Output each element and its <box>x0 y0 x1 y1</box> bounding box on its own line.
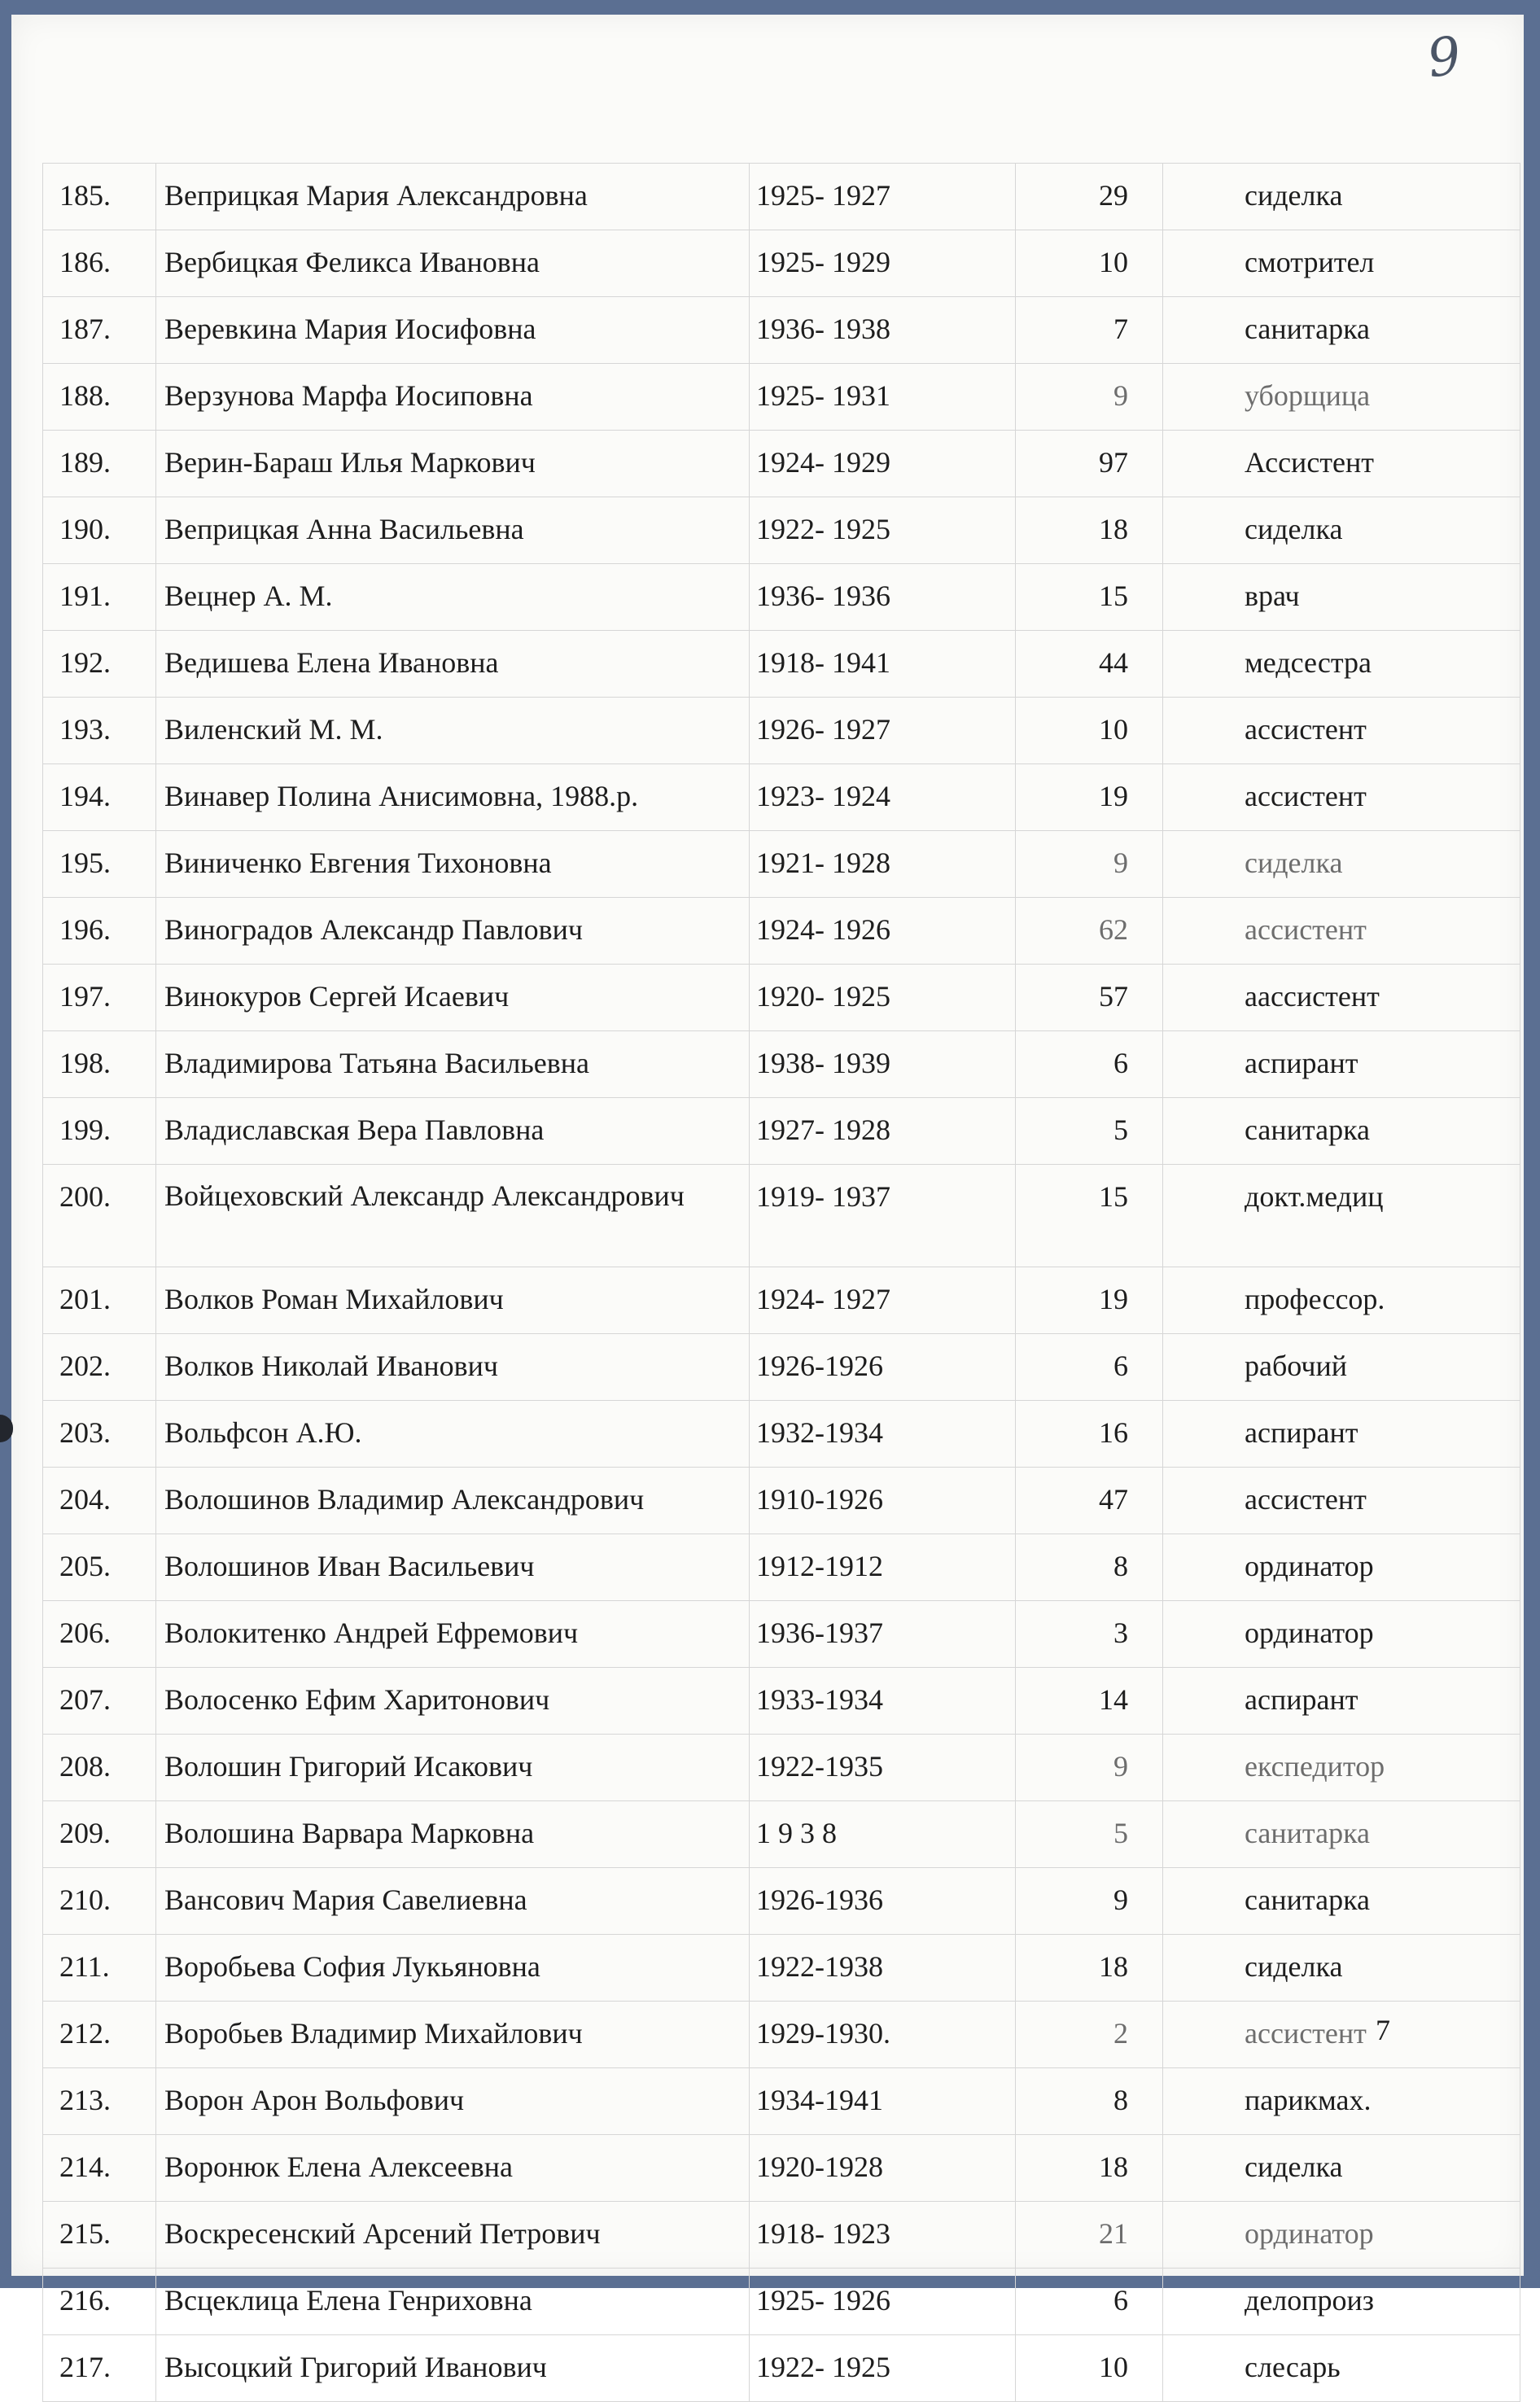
record-count: 18 <box>1016 2135 1163 2202</box>
job-position: ассистент <box>1163 2002 1520 2068</box>
person-name: Войцеховский Александр Александрович <box>156 1165 750 1267</box>
table-row <box>43 2068 1520 2135</box>
record-count: 15 <box>1016 564 1163 631</box>
job-position: санитарка <box>1163 297 1520 364</box>
record-count: 47 <box>1016 1468 1163 1534</box>
job-position: ординатор <box>1163 1601 1520 1668</box>
record-count: 6 <box>1016 1334 1163 1401</box>
record-count: 19 <box>1016 764 1163 831</box>
person-name: Ведишева Елена Ивановна <box>156 631 750 698</box>
personnel-register-table <box>42 163 1520 2402</box>
record-count: 2 <box>1016 2002 1163 2068</box>
table-row <box>43 1401 1520 1468</box>
record-count: 6 <box>1016 1031 1163 1098</box>
job-position: аспирант <box>1163 1031 1520 1098</box>
record-count: 8 <box>1016 2068 1163 2135</box>
employment-years: 1922- 1925 <box>750 497 1016 564</box>
employment-years: 1925- 1931 <box>750 364 1016 431</box>
record-count: 97 <box>1016 431 1163 497</box>
job-position: профессор. <box>1163 1267 1520 1334</box>
employment-years: 1918- 1923 <box>750 2202 1016 2269</box>
job-position: ассистент <box>1163 698 1520 764</box>
employment-years: 1923- 1924 <box>750 764 1016 831</box>
job-position: смотрител <box>1163 230 1520 297</box>
job-position: уборщица <box>1163 364 1520 431</box>
employment-years: 1925- 1927 <box>750 164 1016 230</box>
job-position: слесарь <box>1163 2335 1520 2402</box>
table-row <box>43 1534 1520 1601</box>
record-count: 62 <box>1016 898 1163 965</box>
job-position: ординатор <box>1163 1534 1520 1601</box>
job-position: парикмах. <box>1163 2068 1520 2135</box>
row-number: 197. <box>43 965 156 1031</box>
employment-years: 1927- 1928 <box>750 1098 1016 1165</box>
record-count: 6 <box>1016 2269 1163 2335</box>
record-count: 5 <box>1016 1801 1163 1868</box>
table-row <box>43 431 1520 497</box>
employment-years: 1910-1926 <box>750 1468 1016 1534</box>
person-name: Волошина Варвара Марковна <box>156 1801 750 1868</box>
record-count: 29 <box>1016 164 1163 230</box>
employment-years: 1932-1934 <box>750 1401 1016 1468</box>
record-count: 15 <box>1016 1165 1163 1267</box>
employment-years: 1938- 1939 <box>750 1031 1016 1098</box>
job-position: сиделка <box>1163 164 1520 230</box>
job-position: аспирант <box>1163 1401 1520 1468</box>
table-row <box>43 1334 1520 1401</box>
person-name: Веревкина Мария Иосифовна <box>156 297 750 364</box>
record-count: 8 <box>1016 1534 1163 1601</box>
job-position: ассистент <box>1163 898 1520 965</box>
person-name: Веприцкая Анна Васильевна <box>156 497 750 564</box>
record-count: 57 <box>1016 965 1163 1031</box>
table-row <box>43 164 1520 230</box>
table-row <box>43 1868 1520 1935</box>
employment-years: 1924- 1927 <box>750 1267 1016 1334</box>
person-name: Волков Роман Михайлович <box>156 1267 750 1334</box>
table-row <box>43 497 1520 564</box>
row-number: 200. <box>43 1165 156 1267</box>
person-name: Вецнер А. М. <box>156 564 750 631</box>
employment-years: 1936-1937 <box>750 1601 1016 1668</box>
table-row <box>43 631 1520 698</box>
row-number: 196. <box>43 898 156 965</box>
person-name: Ворон Арон Вольфович <box>156 2068 750 2135</box>
person-name: Владиславская Вера Павловна <box>156 1098 750 1165</box>
employment-years: 1926-1936 <box>750 1868 1016 1935</box>
table-row <box>43 1098 1520 1165</box>
person-name: Винокуров Сергей Исаевич <box>156 965 750 1031</box>
record-count: 9 <box>1016 1868 1163 1935</box>
employment-years: 1933-1934 <box>750 1668 1016 1735</box>
job-position: санитарка <box>1163 1098 1520 1165</box>
job-position: ординатор <box>1163 2202 1520 2269</box>
table-row <box>43 965 1520 1031</box>
table-row <box>43 1801 1520 1868</box>
person-name: Виниченко Евгения Тихоновна <box>156 831 750 898</box>
job-position: ассистент <box>1163 764 1520 831</box>
row-number: 217. <box>43 2335 156 2402</box>
document-page <box>11 15 1524 2383</box>
row-number: 206. <box>43 1601 156 1668</box>
table-row <box>43 2335 1520 2402</box>
record-count: 10 <box>1016 2335 1163 2402</box>
job-position: врач <box>1163 564 1520 631</box>
table-row <box>43 2135 1520 2202</box>
table-row <box>43 1935 1520 2002</box>
job-position: санитарка <box>1163 1801 1520 1868</box>
person-name: Волошинов Иван Васильевич <box>156 1534 750 1601</box>
job-position: аспирант <box>1163 1668 1520 1735</box>
job-position: медсестра <box>1163 631 1520 698</box>
record-count: 10 <box>1016 230 1163 297</box>
job-position: докт.медиц <box>1163 1165 1520 1267</box>
person-name: Волошин Григорий Исакович <box>156 1735 750 1801</box>
row-number: 189. <box>43 431 156 497</box>
record-count: 9 <box>1016 1735 1163 1801</box>
person-name: Верзунова Марфа Иосиповна <box>156 364 750 431</box>
row-number: 202. <box>43 1334 156 1401</box>
person-name: Владимирова Татьяна Васильевна <box>156 1031 750 1098</box>
table-row <box>43 1165 1520 1267</box>
person-name: Волков Николай Иванович <box>156 1334 750 1401</box>
row-number: 214. <box>43 2135 156 2202</box>
table-row <box>43 364 1520 431</box>
row-number: 188. <box>43 364 156 431</box>
record-count: 16 <box>1016 1401 1163 1468</box>
row-number: 195. <box>43 831 156 898</box>
record-count: 18 <box>1016 497 1163 564</box>
table-row <box>43 2202 1520 2269</box>
row-number: 205. <box>43 1534 156 1601</box>
job-position: ассистент <box>1163 1468 1520 1534</box>
employment-years: 1924- 1929 <box>750 431 1016 497</box>
person-name: Всцеклица Елена Генриховна <box>156 2269 750 2335</box>
person-name: Веприцкая Мария Александровна <box>156 164 750 230</box>
person-name: Воробьев Владимир Михайлович <box>156 2002 750 2068</box>
employment-years: 1922-1938 <box>750 1935 1016 2002</box>
table-row <box>43 1601 1520 1668</box>
person-name: Воронюк Елена Алексеевна <box>156 2135 750 2202</box>
job-position: сиделка <box>1163 2135 1520 2202</box>
row-number: 204. <box>43 1468 156 1534</box>
employment-years: 1936- 1938 <box>750 297 1016 364</box>
table-row <box>43 764 1520 831</box>
row-number: 216. <box>43 2269 156 2335</box>
employment-years: 1924- 1926 <box>750 898 1016 965</box>
record-count: 44 <box>1016 631 1163 698</box>
employment-years: 1925- 1926 <box>750 2269 1016 2335</box>
table-row <box>43 1031 1520 1098</box>
row-number: 187. <box>43 297 156 364</box>
row-number: 199. <box>43 1098 156 1165</box>
row-number: 193. <box>43 698 156 764</box>
job-position: Ассистент <box>1163 431 1520 497</box>
employment-years: 1925- 1929 <box>750 230 1016 297</box>
person-name: Виленский М. М. <box>156 698 750 764</box>
row-number: 191. <box>43 564 156 631</box>
row-number: 194. <box>43 764 156 831</box>
employment-years: 1920-1928 <box>750 2135 1016 2202</box>
handwritten-sheet-number: 9 <box>1424 25 1465 90</box>
job-position: санитарка <box>1163 1868 1520 1935</box>
row-number: 192. <box>43 631 156 698</box>
employment-years: 1918- 1941 <box>750 631 1016 698</box>
job-position: делопроиз <box>1163 2269 1520 2335</box>
record-count: 9 <box>1016 831 1163 898</box>
employment-years: 1920- 1925 <box>750 965 1016 1031</box>
row-number: 213. <box>43 2068 156 2135</box>
person-name: Винавер Полина Анисимовна, 1988.р. <box>156 764 750 831</box>
register-table-body <box>43 164 1520 2402</box>
person-name: Верин-Бараш Илья Маркович <box>156 431 750 497</box>
record-count: 5 <box>1016 1098 1163 1165</box>
person-name: Воскресенский Арсений Петрович <box>156 2202 750 2269</box>
footer-page-number: 7 <box>1376 2014 1390 2046</box>
person-name: Виноградов Александр Павлович <box>156 898 750 965</box>
person-name: Волошинов Владимир Александрович <box>156 1468 750 1534</box>
table-row <box>43 831 1520 898</box>
row-number: 212. <box>43 2002 156 2068</box>
row-number: 207. <box>43 1668 156 1735</box>
record-count: 19 <box>1016 1267 1163 1334</box>
table-row <box>43 230 1520 297</box>
row-number: 215. <box>43 2202 156 2269</box>
employment-years: 1929-1930. <box>750 2002 1016 2068</box>
table-row <box>43 564 1520 631</box>
job-position: сиделка <box>1163 1935 1520 2002</box>
employment-years: 1926-1926 <box>750 1334 1016 1401</box>
employment-years: 1934-1941 <box>750 2068 1016 2135</box>
job-position: рабочий <box>1163 1334 1520 1401</box>
table-row <box>43 1668 1520 1735</box>
job-position: сиделка <box>1163 831 1520 898</box>
person-name: Высоцкий Григорий Иванович <box>156 2335 750 2402</box>
row-number: 209. <box>43 1801 156 1868</box>
employment-years: 1912-1912 <box>750 1534 1016 1601</box>
person-name: Вольфсон А.Ю. <box>156 1401 750 1468</box>
record-count: 7 <box>1016 297 1163 364</box>
employment-years: 1919- 1937 <box>750 1165 1016 1267</box>
record-count: 18 <box>1016 1935 1163 2002</box>
employment-years: 1926- 1927 <box>750 698 1016 764</box>
row-number: 185. <box>43 164 156 230</box>
record-count: 14 <box>1016 1668 1163 1735</box>
table-row <box>43 2269 1520 2335</box>
table-row <box>43 1267 1520 1334</box>
row-number: 190. <box>43 497 156 564</box>
employment-years: 1922-1935 <box>750 1735 1016 1801</box>
employment-years: 1922- 1925 <box>750 2335 1016 2402</box>
person-name: Воробьева София Лукьяновна <box>156 1935 750 2002</box>
person-name: Волокитенко Андрей Ефремович <box>156 1601 750 1668</box>
record-count: 9 <box>1016 364 1163 431</box>
job-position: сиделка <box>1163 497 1520 564</box>
row-number: 210. <box>43 1868 156 1935</box>
row-number: 186. <box>43 230 156 297</box>
row-number: 203. <box>43 1401 156 1468</box>
row-number: 198. <box>43 1031 156 1098</box>
row-number: 211. <box>43 1935 156 2002</box>
employment-years: 1921- 1928 <box>750 831 1016 898</box>
employment-years: 1 9 3 8 <box>750 1801 1016 1868</box>
row-number: 208. <box>43 1735 156 1801</box>
person-name: Волосенко Ефим Харитонович <box>156 1668 750 1735</box>
job-position: аассистент <box>1163 965 1520 1031</box>
table-row <box>43 1468 1520 1534</box>
employment-years: 1936- 1936 <box>750 564 1016 631</box>
table-row <box>43 2002 1520 2068</box>
record-count: 3 <box>1016 1601 1163 1668</box>
person-name: Вербицкая Феликса Ивановна <box>156 230 750 297</box>
record-count: 10 <box>1016 698 1163 764</box>
row-number: 201. <box>43 1267 156 1334</box>
table-row <box>43 297 1520 364</box>
record-count: 21 <box>1016 2202 1163 2269</box>
person-name: Вансович Мария Савелиевна <box>156 1868 750 1935</box>
job-position: експедитор <box>1163 1735 1520 1801</box>
table-row <box>43 898 1520 965</box>
table-row <box>43 698 1520 764</box>
table-row <box>43 1735 1520 1801</box>
